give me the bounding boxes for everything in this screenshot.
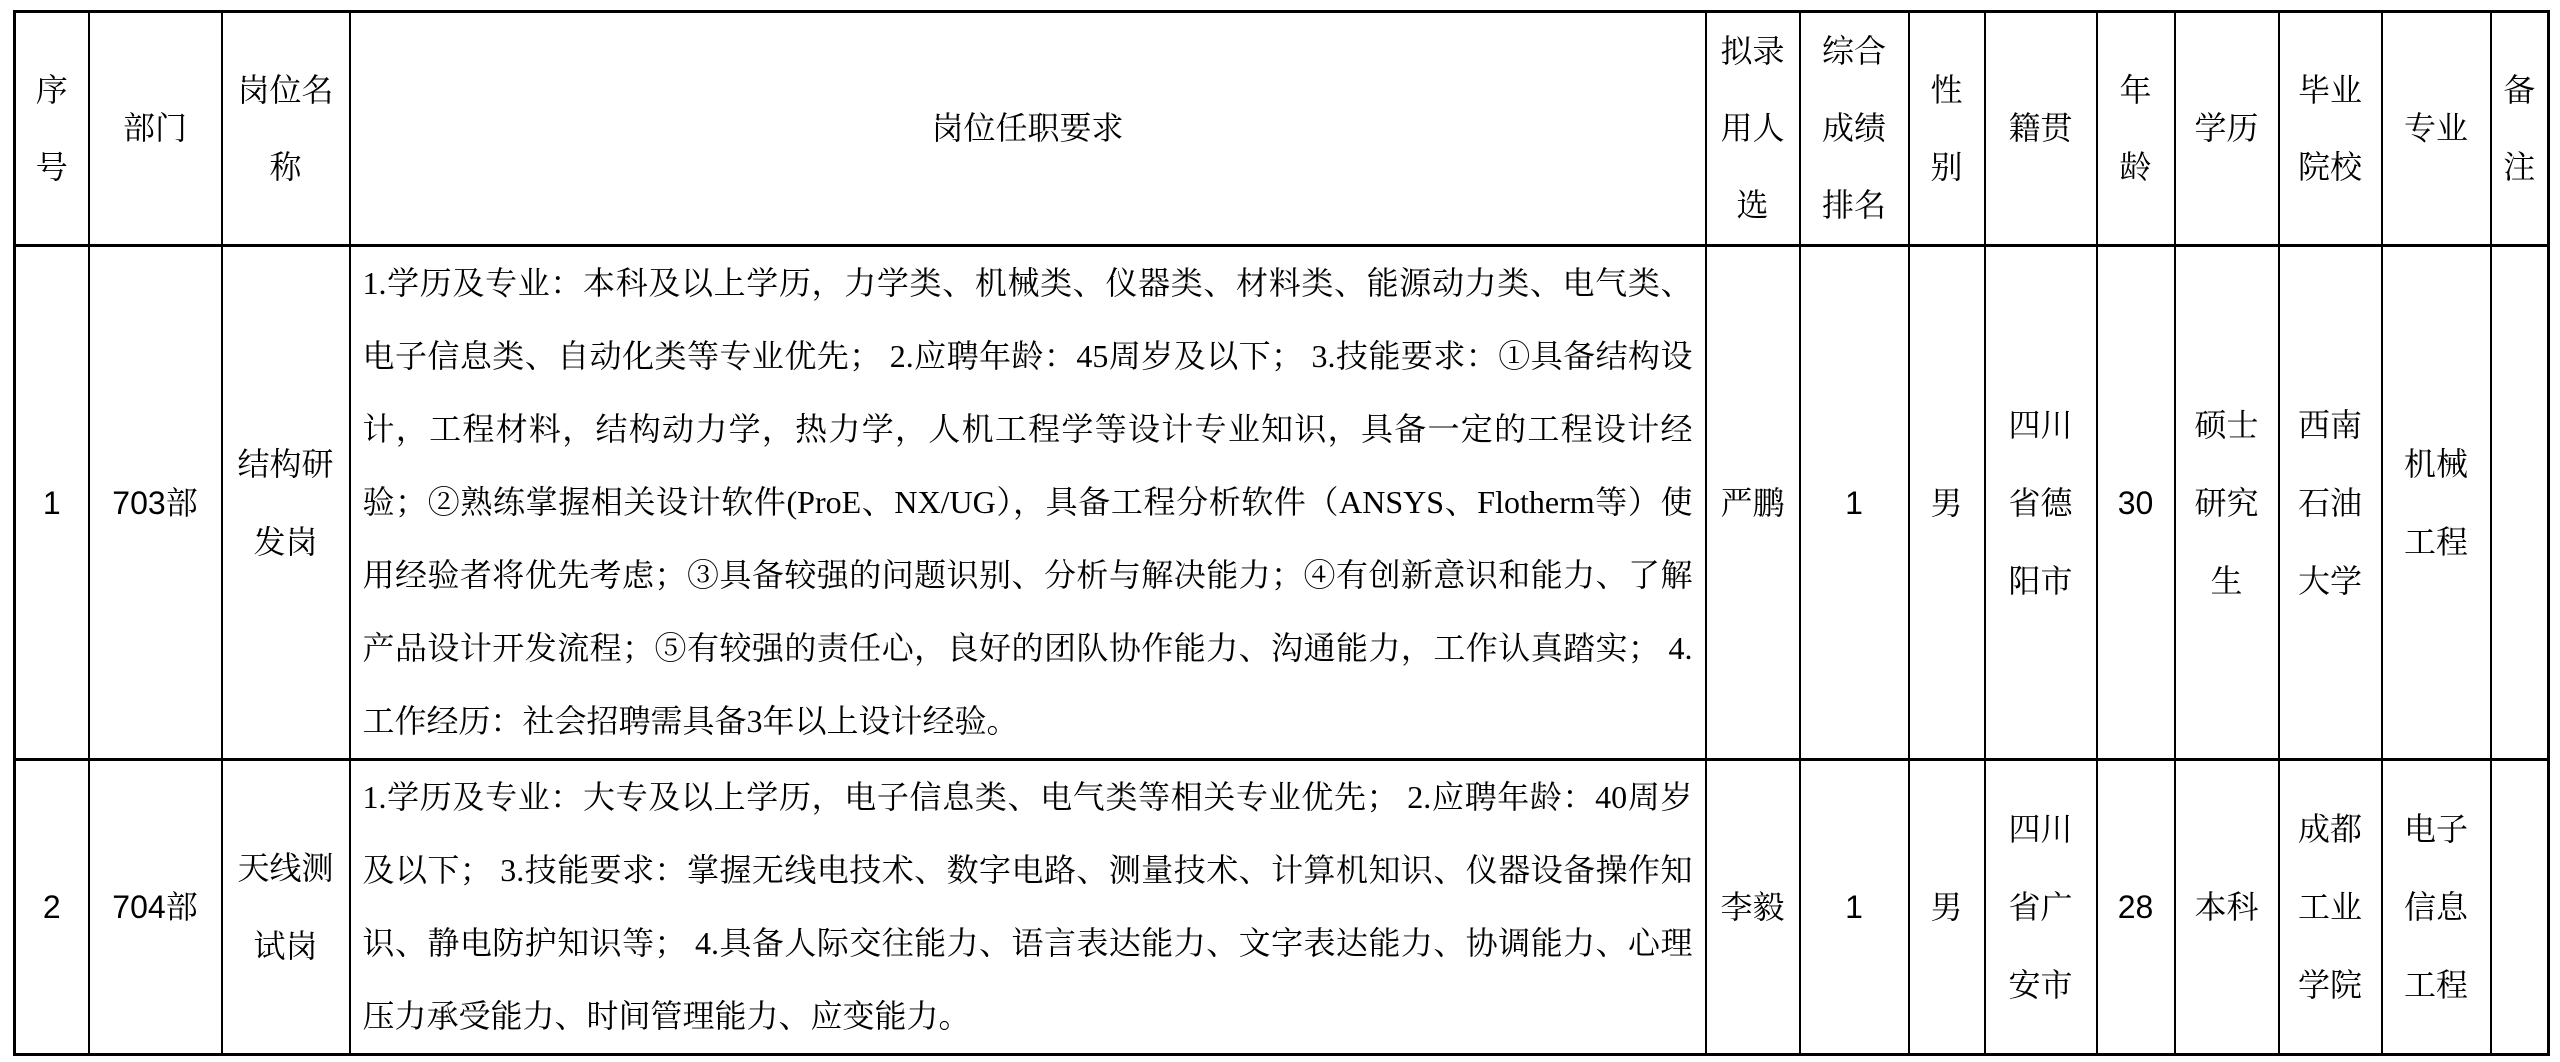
header-native-place: 籍贯 [1985, 12, 2097, 246]
cell-dept: 704部 [89, 760, 222, 1055]
table-header-row [15, 12, 2549, 246]
cell-rank: 1 [1800, 246, 1909, 760]
cell-gender: 男 [1909, 246, 1985, 760]
header-education: 学历 [2175, 12, 2279, 246]
cell-post-name: 天线测试岗 [222, 760, 350, 1055]
cell-dept: 703部 [89, 246, 222, 760]
cell-age: 28 [2097, 760, 2175, 1055]
table-row [15, 246, 2549, 760]
header-school: 毕业院校 [2279, 12, 2382, 246]
header-remark: 备注 [2491, 12, 2549, 246]
cell-candidate: 严鹏 [1706, 246, 1800, 760]
cell-seq: 2 [15, 760, 89, 1055]
cell-major: 电子信息工程 [2382, 760, 2491, 1055]
cell-requirements: 1.学历及专业：大专及以上学历，电子信息类、电气类等相关专业优先； 2.应聘年龄：40周岁及以下； 3.技能要求：掌握无线电技术、数字电路、测量技术、计算机知识、仪器设备操作知识、静电防护知识等； 4.具备人际交往能力、语言表达能力、文字表达能力、协调能力、心理压力承受能力、时间管理能力、应变能力。 [350, 760, 1706, 1055]
cell-rank: 1 [1800, 760, 1909, 1055]
header-major: 专业 [2382, 12, 2491, 246]
cell-education: 硕士研究生 [2175, 246, 2279, 760]
header-dept: 部门 [89, 12, 222, 246]
cell-remark [2491, 760, 2549, 1055]
cell-school: 成都工业学院 [2279, 760, 2382, 1055]
cell-age: 30 [2097, 246, 2175, 760]
recruitment-table [13, 10, 2550, 1056]
cell-school: 西南石油大学 [2279, 246, 2382, 760]
cell-native-place: 四川省广安市 [1985, 760, 2097, 1055]
cell-remark [2491, 246, 2549, 760]
cell-native-place: 四川省德阳市 [1985, 246, 2097, 760]
header-gender: 性别 [1909, 12, 1985, 246]
cell-gender: 男 [1909, 760, 1985, 1055]
cell-requirements: 1.学历及专业：本科及以上学历，力学类、机械类、仪器类、材料类、能源动力类、电气类、电子信息类、自动化类等专业优先； 2.应聘年龄：45周岁及以下； 3.技能要求：①具备结构设计，工程材料，结构动力学，热力学，人机工程学等设计专业知识，具备一定的工程设计经验；②熟练掌握相关设计软件(ProE、NX/UG），具备工程分析软件（ANSYS、Flotherm等）使用经验者将优先考虑；③具备较强的问题识别、分析与解决能力；④有创新意识和能力、了解产品设计开发流程；⑤有较强的责任心，良好的团队协作能力、沟通能力，工作认真踏实； 4.工作经历：社会招聘需具备3年以上设计经验。 [350, 246, 1706, 760]
cell-education: 本科 [2175, 760, 2279, 1055]
cell-major: 机械工程 [2382, 246, 2491, 760]
header-post-name: 岗位名称 [222, 12, 350, 246]
header-rank: 综合成绩排名 [1800, 12, 1909, 246]
header-candidate: 拟录用人选 [1706, 12, 1800, 246]
header-age: 年龄 [2097, 12, 2175, 246]
cell-post-name: 结构研发岗 [222, 246, 350, 760]
header-requirements: 岗位任职要求 [350, 12, 1706, 246]
table-row [15, 760, 2549, 1055]
header-seq: 序号 [15, 12, 89, 246]
cell-seq: 1 [15, 246, 89, 760]
cell-candidate: 李毅 [1706, 760, 1800, 1055]
